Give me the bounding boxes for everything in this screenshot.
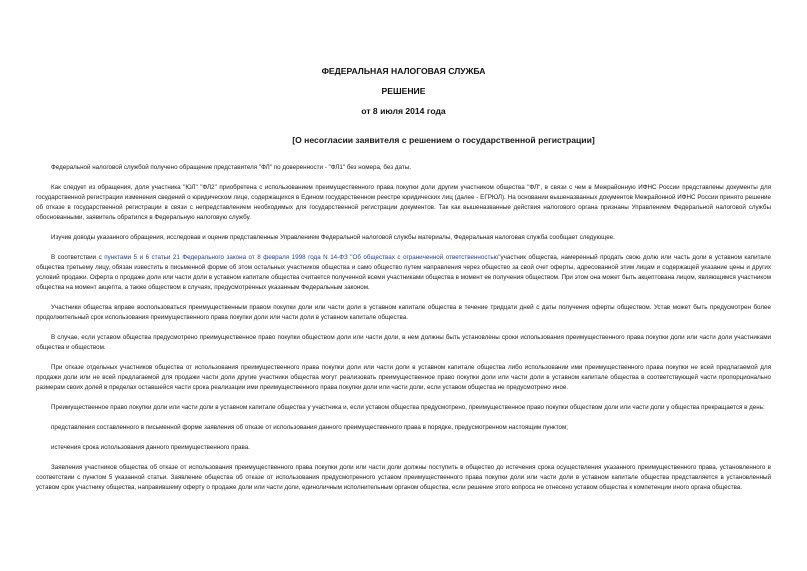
paragraph-1: Федеральной налоговой службой получено обращение представителя "ФЛ" по доверенности - "ФЛ1" без номера, без даты.: [51, 164, 411, 171]
paragraph-11: Заявления участников общества об отказе от использования преимущественного права покупки доли или части доли должны поступить в общество до истечения срока осуществления указанного преимущественного права, установленного в соответствии с пунктом 5 указанной статьи. Заявление общества об отказе от использования предусмотренного уставом преимущественного права покупки доли или части доли в уставном капитале общества представляется в установленный уставом срок участнику общества, направившему оферту о продаже доли или части доли, единоличным исполнительным органом общества, если решение этого вопроса не отнесено уставом общества к компетенции иного органа общества.: [36, 464, 771, 491]
paragraph-4: [36, 253, 771, 293]
document-header: [36, 66, 771, 116]
paragraph-4-rest: участник общества, намеренный продать свою долю или часть доли в уставном капитале общества третьему лицу, обязан известить в письменной форме об этом остальных участников общества и само общество путем направления через общество за свой счет оферты, адресованной этим лицам и содержащей указание цены и других условий продажи. Оферта о продаже доли или части доли в уставном капитале общества считается полученной всеми участниками общества в момент ее получения обществом. При этом она может быть акцептована лицом, являющимся участником общества на момент акцепта, а также обществом в случаях, предусмотренных указанным Федеральным законом.: [36, 254, 771, 291]
document-type: РЕШЕНИЕ: [381, 86, 426, 96]
document-date: от 8 июля 2014 года: [361, 106, 446, 116]
paragraph-4-prefix: В соответствии с: [51, 254, 105, 261]
paragraph-10: истечения срока использования данного преимущественного права.: [51, 444, 250, 451]
law-reference-link[interactable]: пунктами 5 и 6 статьи 21 Федерального закона от 8 февраля 1998 года N 14-ФЗ "Об обществах с ограниченной ответственностью": [104, 254, 501, 261]
paragraph-6: В случае, если уставом общества предусмотрено преимущественное право покупки обществом доли или части доли, в нем должны быть установлены сроки использования преимущественного права покупки доли или части доли участниками общества и обществом.: [36, 334, 771, 351]
document-subject: [О несогласии заявителя с решением о государственной регистрации]: [292, 135, 595, 145]
paragraph-3: Изучив доводы указанного обращения, исследовав и оценив представленные Управлением Федеральной налоговой службы материалы, Федеральная налоговая служба сообщает следующее.: [51, 234, 615, 241]
paragraph-5: Участники общества вправе воспользоваться преимущественным правом покупки доли или части доли в уставном капитале общества в течение тридцати дней с даты получения оферты обществом. Устав может быть предусмотрен более продолжительный срок использования преимущественного права покупки доли или части доли в уставном капитале общества.: [36, 304, 771, 321]
paragraph-2: Как следует из обращения, доля участника "ЮЛ" "ФЛ2" приобретена с использованием преимущественного права покупки доли другим участником общества "ФЛ", в связи с чем в Межрайонную ИФНС России представлены документы для государственной регистрации изменения сведений о юридическом лице, содержащихся в Едином государственном реестре юридических лиц (далее - ЕГРЮЛ). На основании вышеназванных документов Межрайонной ИФНС России принято решение об отказе в государственной регистрации в связи с непредставлением необходимых для государственной регистрации документов. Так как вышеназванные действия налогового органа признаны Управлением Федеральной налоговой службы обоснованными, заявитель обратился в Федеральную налоговую службу.: [36, 184, 771, 221]
document-body: [36, 163, 771, 493]
paragraph-7: При отказе отдельных участников общества от использования преимущественного права покупки доли или части доли в уставном капитале общества либо использовании ими преимущественного права покупки не всей предлагаемой для продажи доли или не всей предлагаемой для продажи части доли другие участники общества могут реализовать преимущественное право покупки доли или части доли в уставном капитале общества в соответствующей части пропорционально размерам своих долей в пределах оставшейся части срока реализации ими преимущественного права покупки доли или части доли, если уставом общества не предусмотрено иное.: [36, 364, 771, 391]
paragraph-9: представления составленного в письменной форме заявления об отказе от использования данного преимущественного права в порядке, предусмотренном настоящим пунктом;: [51, 424, 569, 431]
paragraph-8: Преимущественное право покупки доли или части доли в уставном капитале общества у участника и, если уставом общества предусмотрено, преимущественное право покупки обществом доли или части доли у общества прекращается в день:: [51, 404, 765, 411]
agency-title: ФЕДЕРАЛЬНАЯ НАЛОГОВАЯ СЛУЖБА: [321, 66, 486, 76]
